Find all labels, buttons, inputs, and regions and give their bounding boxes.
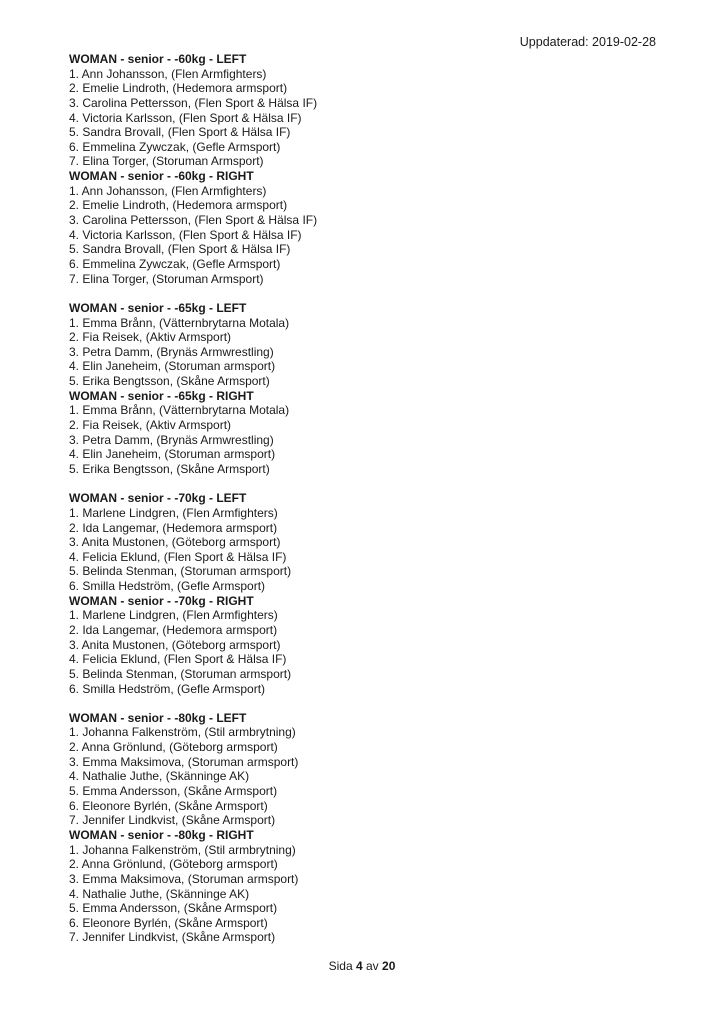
list-item: 6. Emmelina Zywczak, (Gefle Armsport) bbox=[69, 256, 281, 271]
list-item: 2. Fia Reisek, (Aktiv Armsport) bbox=[69, 330, 232, 345]
section-spacer bbox=[69, 696, 669, 711]
list-item: 1. Marlene Lindgren, (Flen Armfighters) bbox=[69, 505, 278, 520]
list-item: 4. Victoria Karlsson, (Flen Sport & Hälsa IF) bbox=[69, 227, 302, 242]
list-item: 3. Petra Damm, (Brynäs Armwrestling) bbox=[69, 432, 274, 447]
list-item: 6. Smilla Hedström, (Gefle Armsport) bbox=[69, 579, 266, 594]
list-item: 5. Emma Andersson, (Skåne Armsport) bbox=[69, 901, 278, 916]
list-item: 1. Marlene Lindgren, (Flen Armfighters) bbox=[69, 608, 278, 623]
list-item: 1. Ann Johansson, (Flen Armfighters) bbox=[69, 66, 267, 81]
list-item: 6. Smilla Hedström, (Gefle Armsport) bbox=[69, 681, 266, 696]
page-footer bbox=[0, 958, 724, 974]
list-item: 6. Emmelina Zywczak, (Gefle Armsport) bbox=[69, 139, 281, 154]
page-number: 4 bbox=[355, 959, 363, 973]
list-item: 5. Erika Bengtsson, (Skåne Armsport) bbox=[69, 374, 270, 389]
list-item: 5. Belinda Stenman, (Storuman armsport) bbox=[69, 666, 292, 681]
list-item: 4. Elin Janeheim, (Storuman armsport) bbox=[69, 447, 276, 462]
list-item: 6. Eleonore Byrlén, (Skåne Armsport) bbox=[69, 798, 268, 813]
list-item: 7. Jennifer Lindkvist, (Skåne Armsport) bbox=[69, 930, 276, 945]
list-item: 1. Emma Brånn, (Vätternbrytarna Motala) bbox=[69, 403, 290, 418]
list-item: 5. Sandra Brovall, (Flen Sport & Hälsa IF) bbox=[69, 242, 291, 257]
list-item: 1. Johanna Falkenström, (Stil armbrytning) bbox=[69, 725, 296, 740]
list-item: 2. Emelie Lindroth, (Hedemora armsport) bbox=[69, 81, 288, 96]
list-item: 3. Carolina Pettersson, (Flen Sport & Hälsa IF) bbox=[69, 213, 318, 228]
list-item: 4. Elin Janeheim, (Storuman armsport) bbox=[69, 359, 276, 374]
list-item: 7. Elina Torger, (Storuman Armsport) bbox=[69, 271, 264, 286]
page-of: av bbox=[366, 959, 379, 973]
list-item: 7. Jennifer Lindkvist, (Skåne Armsport) bbox=[69, 813, 276, 828]
list-item: 5. Sandra Brovall, (Flen Sport & Hälsa IF) bbox=[69, 125, 291, 140]
list-item: 2. Fia Reisek, (Aktiv Armsport) bbox=[69, 418, 232, 433]
list-item: 3. Anita Mustonen, (Göteborg armsport) bbox=[69, 535, 281, 550]
list-item: 4. Nathalie Juthe, (Skänninge AK) bbox=[69, 769, 250, 784]
section-heading: WOMAN - senior - -70kg - LEFT bbox=[69, 491, 247, 506]
list-item: 5. Belinda Stenman, (Storuman armsport) bbox=[69, 564, 292, 579]
page-total: 20 bbox=[382, 959, 396, 973]
list-item: 4. Victoria Karlsson, (Flen Sport & Hälsa IF) bbox=[69, 110, 302, 125]
list-item: 7. Elina Torger, (Storuman Armsport) bbox=[69, 154, 264, 169]
list-item: 2. Ida Langemar, (Hedemora armsport) bbox=[69, 520, 278, 535]
list-item: 2. Emelie Lindroth, (Hedemora armsport) bbox=[69, 198, 288, 213]
updated-date: Uppdaterad: 2019-02-28 bbox=[519, 35, 656, 49]
list-item: 4. Felicia Eklund, (Flen Sport & Hälsa IF) bbox=[69, 652, 287, 667]
section-heading: WOMAN - senior - -60kg - RIGHT bbox=[69, 169, 254, 184]
section-heading: WOMAN - senior - -65kg - LEFT bbox=[69, 300, 247, 315]
list-item: 4. Nathalie Juthe, (Skänninge AK) bbox=[69, 886, 250, 901]
section-heading: WOMAN - senior - -60kg - LEFT bbox=[69, 52, 247, 66]
list-item: 5. Erika Bengtsson, (Skåne Armsport) bbox=[69, 461, 270, 476]
list-item: 1. Ann Johansson, (Flen Armfighters) bbox=[69, 183, 267, 198]
list-item: 3. Carolina Pettersson, (Flen Sport & Hälsa IF) bbox=[69, 95, 318, 110]
list-item: 2. Anna Grönlund, (Göteborg armsport) bbox=[69, 857, 278, 872]
list-item: 3. Emma Maksimova, (Storuman armsport) bbox=[69, 871, 299, 886]
section-heading: WOMAN - senior - -70kg - RIGHT bbox=[69, 593, 254, 608]
list-item: 3. Petra Damm, (Brynäs Armwrestling) bbox=[69, 344, 274, 359]
section-spacer bbox=[69, 477, 669, 492]
section-heading: WOMAN - senior - -65kg - RIGHT bbox=[69, 388, 254, 403]
list-item: 6. Eleonore Byrlén, (Skåne Armsport) bbox=[69, 915, 268, 930]
section-spacer bbox=[69, 286, 669, 301]
list-item: 1. Johanna Falkenström, (Stil armbrytning) bbox=[69, 842, 296, 857]
list-item: 3. Anita Mustonen, (Göteborg armsport) bbox=[69, 637, 281, 652]
list-item: 2. Anna Grönlund, (Göteborg armsport) bbox=[69, 740, 278, 755]
section-heading: WOMAN - senior - -80kg - LEFT bbox=[69, 710, 247, 725]
list-item: 3. Emma Maksimova, (Storuman armsport) bbox=[69, 754, 299, 769]
section-heading: WOMAN - senior - -80kg - RIGHT bbox=[69, 827, 254, 842]
page-prefix: Sida bbox=[328, 959, 353, 973]
list-item: 1. Emma Brånn, (Vätternbrytarna Motala) bbox=[69, 315, 290, 330]
list-item: 2. Ida Langemar, (Hedemora armsport) bbox=[69, 622, 278, 637]
list-item: 5. Emma Andersson, (Skåne Armsport) bbox=[69, 784, 278, 799]
list-item: 4. Felicia Eklund, (Flen Sport & Hälsa IF) bbox=[69, 549, 287, 564]
results-list bbox=[69, 52, 669, 945]
